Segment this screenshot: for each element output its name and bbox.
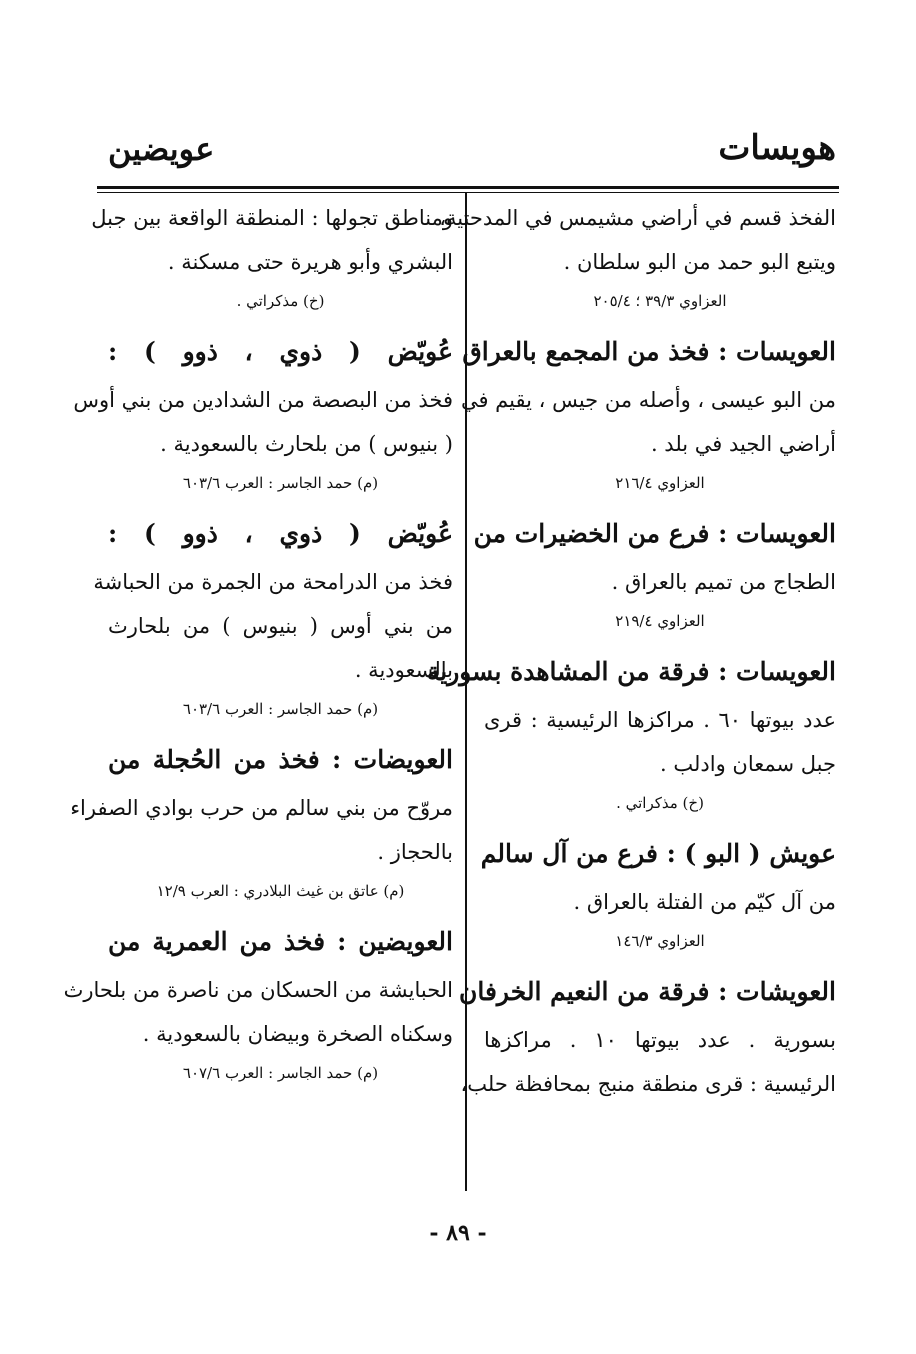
dictionary-entry [63,916,453,1090]
entry-reference: (م) حمد الجاسر : العرب ٦٠٣/٦ [182,700,379,718]
entry-text-line: الطجاج من تميم بالعراق . [611,570,836,594]
entry-text-line: فخذ من البصصة من الشدادين من بني أوس [73,388,453,412]
entry-text-line: فخذ من الدرامحة من الجمرة من الحباشة [93,570,453,594]
entry-spacer [108,726,453,734]
entry-text-line: ( بنيوس ) من بلحارث بالسعودية . [160,432,453,456]
right-column [426,196,836,1106]
entry-text-line: ومناطق تجولها : المنطقة الواقعة بين جبل [91,206,453,230]
dictionary-entry [439,196,836,318]
running-header-left: عويضين [108,130,215,168]
entry-text-line: بسورية . عدد بيوتها ١٠ . مراكزها [484,1028,836,1052]
entry-reference: العزاوي ٢١٩/٤ [615,612,705,630]
dictionary-entry [70,734,453,908]
dictionary-entry [473,508,836,638]
entry-headword-line: العويسات : فرع من الخضيرات من [473,519,836,548]
entry-reference: (م) حمد الجاسر : العرب ٦٠٧/٦ [182,1064,379,1082]
dictionary-entry [91,196,453,318]
entry-text-line: الحبايشة من الحسكان من ناصرة من بلحارث [63,978,453,1002]
entry-text-line: وسكناه الصخرة وبيضان بالسعودية . [142,1022,453,1046]
entry-headword-line: عويش ( البو ) : فرع من آل سالم [480,839,836,868]
entry-text-line: البشري وأبو هريرة حتى مسكنة . [167,250,453,274]
header-rule-thin [97,192,839,193]
entry-text-line: الفخذ قسم في أراضي مشيمس في المدحتية، [439,206,836,230]
entry-text-line: ويتبع البو حمد من البو سلطان . [563,250,836,274]
entry-reference: (م) عاتق بن غيث البلادري : العرب ١٢/٩ [156,882,405,900]
entry-headword-line: العويسات : فرقة من المشاهدة بسورية [426,657,836,686]
entry-spacer [108,908,453,916]
entry-text-line: الرئيسية : قرى منطقة منبج بمحافظة حلب، [460,1072,836,1096]
entry-text-line: من آل كيّم من الفتلة بالعراق . [573,890,836,914]
entry-reference: (خ) مذكراتي . [616,794,704,812]
entry-spacer [484,318,836,326]
page-number: - ٨٩ - [429,1220,487,1246]
entry-spacer [484,820,836,828]
entry-headword-line: عُويّض ( ذوي ، ذوو ) : [108,337,453,366]
left-column [63,196,453,1090]
entry-spacer [484,638,836,646]
entry-reference: (خ) مذكراتي . [236,292,325,310]
entry-reference: العزاوي ٣٩/٣ ؛ ٢٠٥/٤ [593,292,727,310]
dictionary-entry [460,326,836,500]
entry-text-line: أراضي الجيد في بلد . [650,432,836,456]
entry-reference: العزاوي ٢١٦/٤ [615,474,705,492]
entry-text-line: جبل سمعان وادلب . [660,752,836,776]
entry-reference: العزاوي ١٤٦/٣ [615,932,705,950]
dictionary-entry [426,646,836,820]
dictionary-entry [73,326,453,500]
entry-headword-line: عُويّض ( ذوي ، ذوو ) : [108,519,453,548]
entry-text-line: من البو عيسى ، وأصله من جيس ، يقيم في [460,388,836,412]
entry-headword-line: العويسات : فخذ من المجمع بالعراق [462,337,836,366]
entry-text-line: عدد بيوتها ٦٠ . مراكزها الرئيسية : قرى [484,708,836,732]
entry-text-line: مروّح من بني سالم من حرب بوادي الصفراء [70,796,453,820]
entry-spacer [484,500,836,508]
entry-text-line: بالسعودية . [354,658,453,682]
entry-headword-line: العويضات : فخذ من الحُجلة من [108,745,453,774]
entry-spacer [108,500,453,508]
entry-text-line: بالحجاز . [377,840,453,864]
dictionary-entry [459,966,836,1106]
dictionary-entry [93,508,453,726]
running-header-right: هويسات [718,128,836,168]
header-rule-thick [97,186,839,189]
entry-reference: (م) حمد الجاسر : العرب ٦٠٣/٦ [182,474,379,492]
entry-spacer [484,958,836,966]
dictionary-entry [480,828,836,958]
entry-headword-line: العويشات : فرقة من النعيم الخرفان [459,977,836,1006]
entry-headword-line: العويضين : فخذ من العمرية من [108,927,453,956]
entry-spacer [108,318,453,326]
entry-text-line: من بني أوس ( بنيوس ) من بلحارث [108,614,453,638]
